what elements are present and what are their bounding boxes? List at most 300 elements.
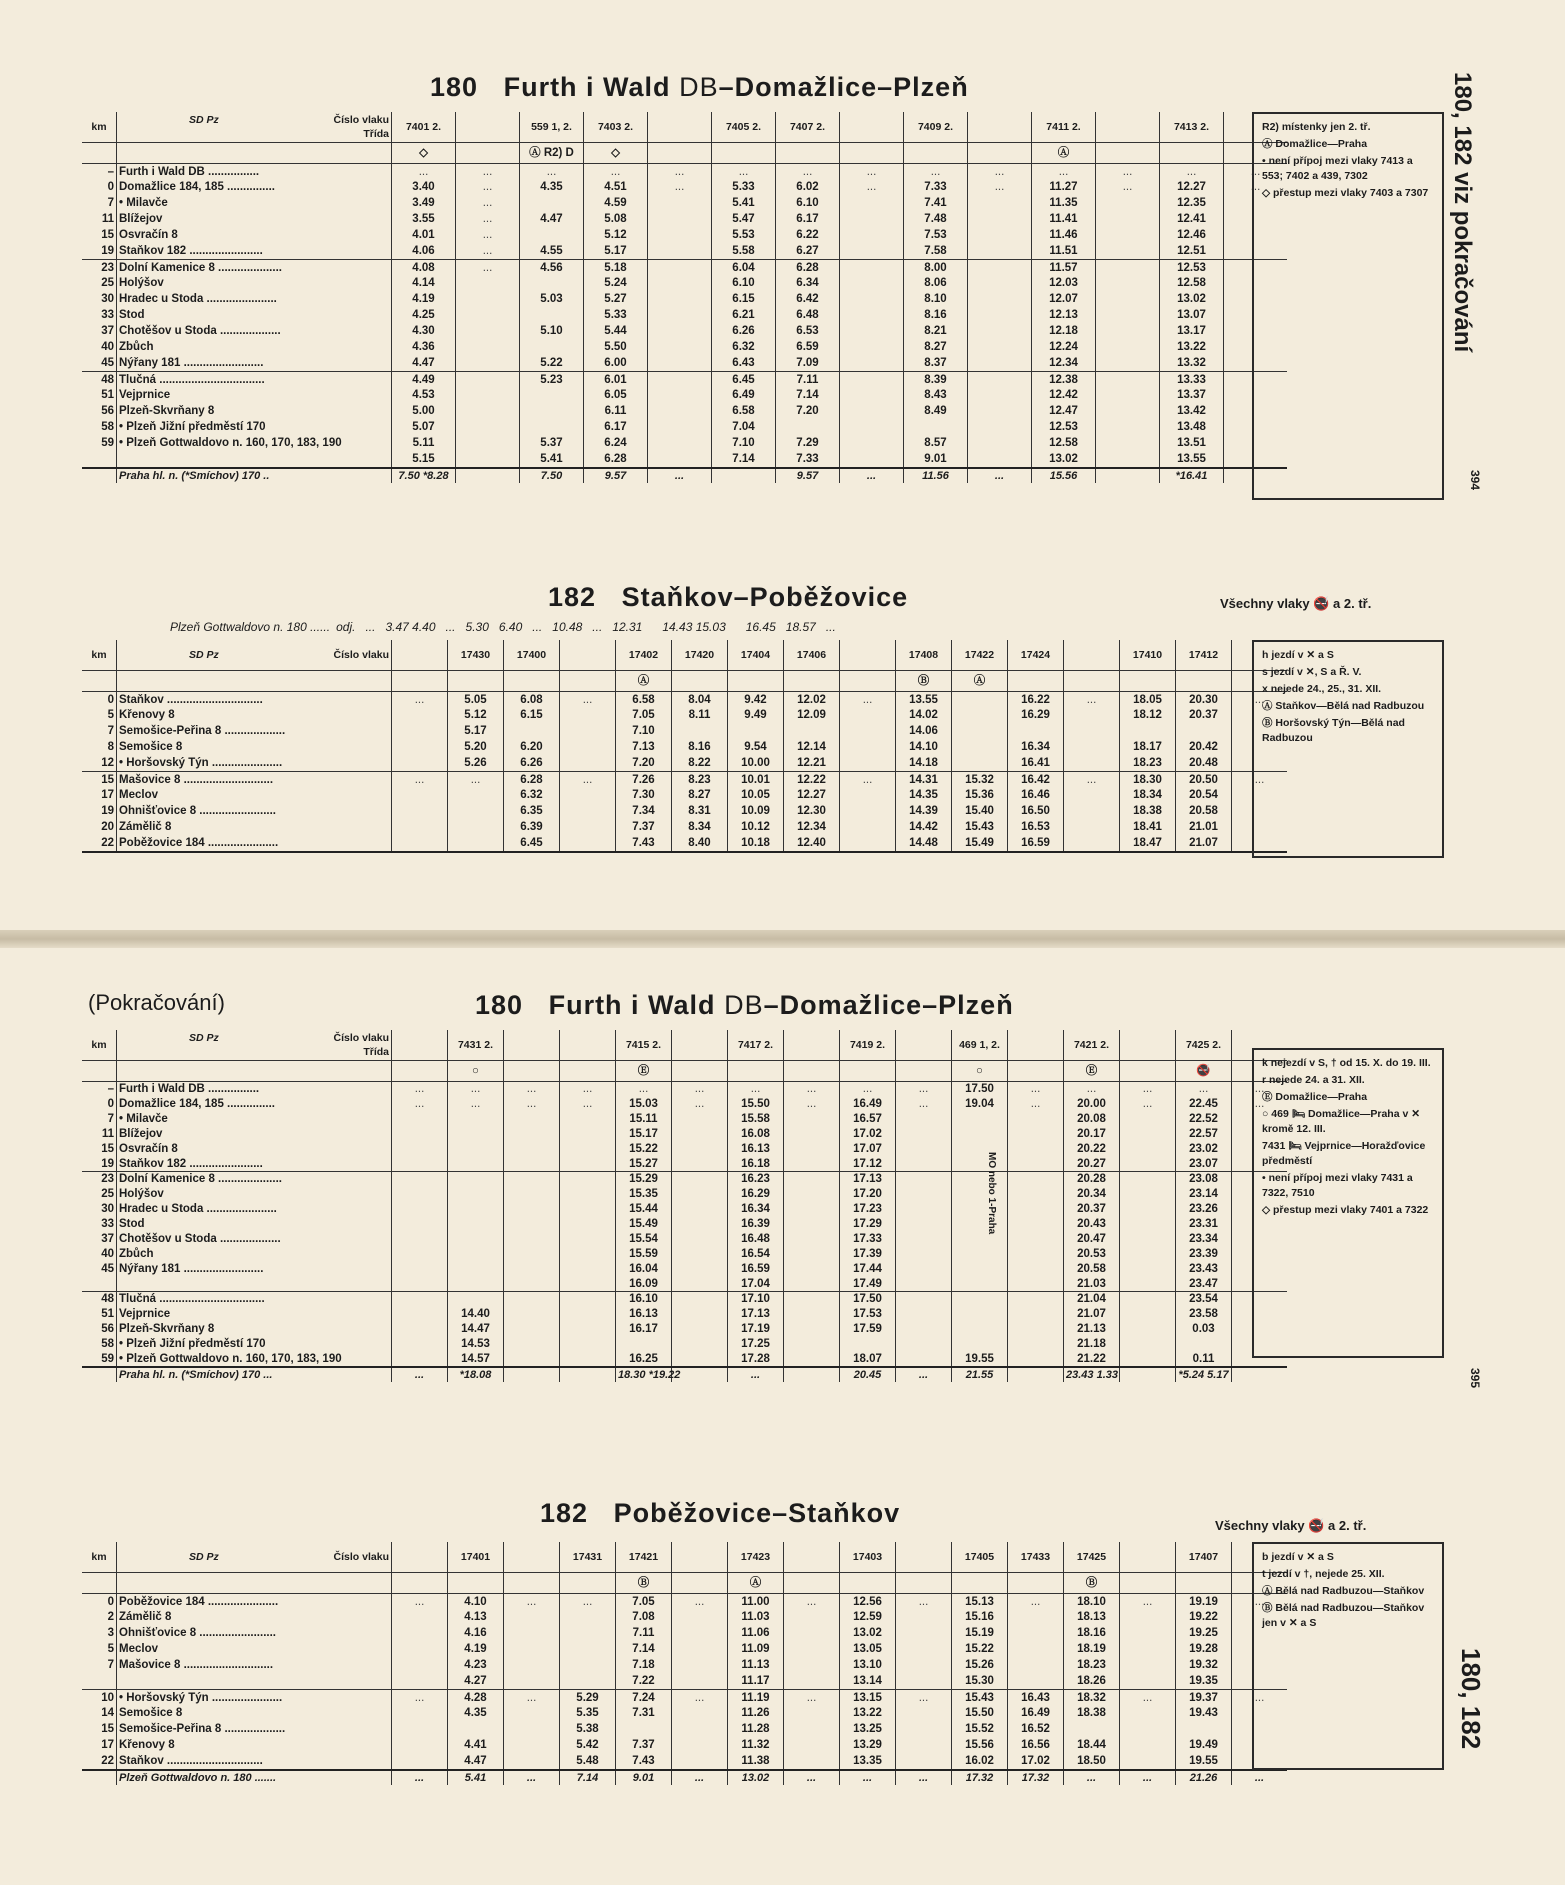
time-cell: 4.51 — [584, 180, 648, 196]
time-cell: 20.00 — [1064, 1097, 1120, 1112]
km-cell — [82, 143, 117, 164]
footnote: Ⓐ Staňkov—Bělá nad Radbuzou — [1262, 700, 1425, 712]
table-row — [82, 164, 1287, 180]
time-cell: 11.09 — [728, 1642, 784, 1658]
time-cell — [896, 1172, 952, 1187]
time-cell: ... — [1232, 692, 1288, 708]
time-cell: 17.19 — [728, 1322, 784, 1337]
time-cell: 4.10 — [448, 1594, 504, 1610]
time-cell — [840, 244, 904, 260]
time-cell — [392, 836, 448, 852]
time-cell — [896, 1322, 952, 1337]
time-cell: ... — [840, 164, 904, 180]
time-cell: ... — [504, 1097, 560, 1112]
time-cell — [840, 756, 896, 772]
station-name: Domažlice 184, 185 ............... — [117, 1097, 392, 1112]
time-cell: 20.28 — [1064, 1172, 1120, 1187]
time-cell — [896, 1292, 952, 1307]
table-row — [82, 740, 1287, 756]
time-cell: 8.27 — [672, 788, 728, 804]
km-cell: 0 — [107, 1595, 114, 1608]
time-cell: 11.35 — [1032, 196, 1096, 212]
km-cell: 14 — [101, 1707, 114, 1720]
table-row — [82, 260, 1287, 276]
time-cell — [840, 324, 904, 340]
time-cell — [520, 196, 584, 212]
table-row — [82, 1097, 1287, 1112]
time-cell — [504, 1202, 560, 1217]
train-number: 469 1, 2. — [952, 1030, 1008, 1061]
class-label: Třída — [363, 128, 389, 140]
time-cell — [392, 804, 448, 820]
time-cell — [648, 372, 712, 388]
bottom-page — [0, 948, 1565, 1885]
time-cell — [896, 1658, 952, 1674]
time-cell: 6.32 — [712, 340, 776, 356]
table-row — [82, 836, 1287, 852]
time-cell — [1096, 356, 1160, 372]
connection-time: 12.31 — [612, 620, 643, 634]
train-symbol — [904, 143, 968, 164]
train-number — [784, 1030, 840, 1061]
time-cell: 11.38 — [728, 1754, 784, 1770]
time-cell — [1064, 708, 1120, 724]
station-name: Dolní Kamenice 8 .................... — [117, 260, 392, 276]
km-cell: 40 — [101, 341, 114, 354]
time-cell: 4.19 — [392, 292, 456, 308]
time-cell: 12.40 — [784, 836, 840, 852]
time-cell — [840, 788, 896, 804]
time-cell: 13.48 — [1160, 420, 1224, 436]
header-row — [82, 112, 1287, 143]
time-cell — [1120, 1322, 1176, 1337]
time-cell — [392, 1142, 448, 1157]
km-cell: 12 — [101, 757, 114, 770]
time-cell — [784, 1172, 840, 1187]
km-cell: 23 — [82, 1172, 117, 1187]
train-symbol — [896, 1573, 952, 1594]
time-cell — [896, 1202, 952, 1217]
km-cell: 15 — [82, 772, 117, 788]
time-cell: 7.29 — [776, 436, 840, 452]
time-cell: ... — [616, 1082, 672, 1097]
train-number-label: Číslo vlaku — [333, 648, 389, 661]
time-cell: 20.17 — [1064, 1127, 1120, 1142]
train-symbol — [728, 1061, 784, 1082]
time-cell — [504, 1322, 560, 1337]
time-cell: 5.48 — [560, 1754, 616, 1770]
time-cell: ... — [448, 1097, 504, 1112]
time-cell: 4.59 — [584, 196, 648, 212]
time-cell: ... — [392, 164, 456, 180]
time-cell — [616, 1722, 672, 1738]
connection-time: 6.40 — [498, 620, 523, 634]
train-number: 17410 — [1120, 640, 1176, 671]
time-cell: ... — [456, 212, 520, 228]
time-cell: 19.25 — [1176, 1626, 1232, 1642]
time-cell: 6.04 — [712, 260, 776, 276]
time-cell: 12.53 — [1160, 260, 1224, 276]
time-cell: 13.22 — [1160, 340, 1224, 356]
km-cell: 7 — [107, 1112, 114, 1125]
footer-time: *18.08 — [448, 1367, 504, 1382]
book-fold — [0, 930, 1565, 948]
time-cell: 7.31 — [616, 1706, 672, 1722]
table-row — [82, 1594, 1287, 1610]
time-cell: 6.28 — [504, 772, 560, 788]
timetable-182b-grid — [82, 1542, 1287, 1785]
time-cell: 5.11 — [392, 436, 456, 452]
time-cell: ... — [1120, 1690, 1176, 1706]
time-cell: 13.07 — [1160, 308, 1224, 324]
footnote: Ⓐ Domažlice—Praha — [1262, 138, 1368, 150]
time-cell: 23.08 — [1176, 1172, 1232, 1187]
footnote: 7431 🛏 Vejprnice—Horažďovice předměstí — [1262, 1140, 1426, 1167]
train-number: 17405 — [952, 1542, 1008, 1573]
time-cell — [672, 1292, 728, 1307]
time-cell — [952, 1277, 1008, 1292]
time-cell — [392, 1754, 448, 1770]
train-number: 7407 2. — [776, 112, 840, 143]
table-row — [82, 436, 1287, 452]
time-cell: 5.29 — [560, 1690, 616, 1706]
train-symbol — [784, 1573, 840, 1594]
footer-time: 21.55 — [952, 1367, 1008, 1382]
time-cell — [1120, 1706, 1176, 1722]
footnote: R2) místenky jen 2. tř. — [1262, 121, 1371, 133]
time-cell: 15.22 — [616, 1142, 672, 1157]
title: Poběžovice–Staňkov — [613, 1498, 901, 1528]
time-cell: 12.27 — [784, 788, 840, 804]
timetable-182a-title — [548, 582, 908, 613]
time-cell: 5.12 — [448, 708, 504, 724]
time-cell — [504, 1674, 560, 1690]
time-cell: ... — [456, 260, 520, 276]
footer-time: ... — [784, 1770, 840, 1785]
time-cell — [968, 372, 1032, 388]
station-name: Plzeň-Skvrňany 8 — [117, 1322, 392, 1337]
station-header — [117, 1030, 392, 1061]
time-cell — [456, 276, 520, 292]
time-cell — [952, 1172, 1008, 1187]
time-cell: 6.17 — [584, 420, 648, 436]
time-cell — [896, 1187, 952, 1202]
sdpz-label: SD Pz — [189, 1031, 219, 1044]
time-cell: ... — [784, 1097, 840, 1112]
time-cell — [1008, 1217, 1064, 1232]
table-row — [82, 1754, 1287, 1770]
time-cell: 5.38 — [560, 1722, 616, 1738]
time-cell — [952, 1217, 1008, 1232]
time-cell: 7.13 — [616, 740, 672, 756]
station-name: Osvračín 8 — [117, 228, 392, 244]
time-cell — [392, 1187, 448, 1202]
sdpz-label: SD Pz — [189, 1550, 219, 1563]
time-cell — [504, 1626, 560, 1642]
time-cell: 5.35 — [560, 1706, 616, 1722]
time-cell — [392, 1626, 448, 1642]
time-cell — [672, 1610, 728, 1626]
time-cell: 12.46 — [1160, 228, 1224, 244]
time-cell — [648, 404, 712, 420]
station-name: • Milavče — [117, 1112, 392, 1127]
time-cell: 4.08 — [392, 260, 456, 276]
station-name: Hradec u Stoda ...................... — [117, 1202, 392, 1217]
station-name: Staňkov 182 ....................... — [117, 1157, 392, 1172]
time-cell — [896, 1626, 952, 1642]
footnote: Ⓑ Bělá nad Radbuzou—Staňkov jen v ✕ a S — [1262, 1602, 1425, 1629]
time-cell: ... — [784, 1082, 840, 1097]
time-cell — [448, 1277, 504, 1292]
time-cell — [504, 1610, 560, 1626]
time-cell — [448, 1247, 504, 1262]
time-cell — [392, 1674, 448, 1690]
time-cell — [1008, 724, 1064, 740]
header-row — [82, 1542, 1287, 1573]
time-cell: 21.22 — [1064, 1352, 1120, 1367]
time-cell — [896, 1738, 952, 1754]
table-row — [82, 356, 1287, 372]
time-cell: 23.58 — [1176, 1307, 1232, 1322]
time-cell — [840, 1337, 896, 1352]
km-cell — [82, 1770, 117, 1785]
time-cell: 15.11 — [616, 1112, 672, 1127]
time-cell: 13.37 — [1160, 388, 1224, 404]
time-cell: 5.47 — [712, 212, 776, 228]
footer-time: ... — [504, 1770, 560, 1785]
train-number — [1064, 640, 1120, 671]
train-symbol — [672, 671, 728, 692]
time-cell — [560, 1187, 616, 1202]
time-cell — [1120, 1738, 1176, 1754]
time-cell: 7.14 — [712, 452, 776, 468]
time-cell — [392, 1202, 448, 1217]
time-cell: 16.54 — [728, 1247, 784, 1262]
train-symbol: ○ — [952, 1061, 1008, 1082]
time-cell — [840, 404, 904, 420]
time-cell: 16.42 — [1008, 772, 1064, 788]
time-cell — [968, 436, 1032, 452]
time-cell — [968, 228, 1032, 244]
time-cell — [952, 1262, 1008, 1277]
time-cell — [448, 836, 504, 852]
time-cell: 17.28 — [728, 1352, 784, 1367]
time-cell: 14.48 — [896, 836, 952, 852]
station-name: Staňkov .............................. — [117, 692, 392, 708]
km-cell: 45 — [101, 357, 114, 370]
time-cell — [784, 1610, 840, 1626]
time-cell: 8.10 — [904, 292, 968, 308]
time-cell: 11.46 — [1032, 228, 1096, 244]
time-cell — [1008, 1172, 1064, 1187]
table-row — [82, 180, 1287, 196]
time-cell — [392, 724, 448, 740]
time-cell — [1096, 388, 1160, 404]
time-cell: 16.46 — [1008, 788, 1064, 804]
time-cell: 6.39 — [504, 820, 560, 836]
time-cell: 14.35 — [896, 788, 952, 804]
time-cell: 13.55 — [1160, 452, 1224, 468]
time-cell: 10.00 — [728, 756, 784, 772]
time-cell — [456, 404, 520, 420]
time-cell: ... — [560, 1082, 616, 1097]
time-cell — [784, 1626, 840, 1642]
station-name: Mašovice 8 ............................ — [117, 772, 392, 788]
train-number — [560, 1030, 616, 1061]
page-number: 395 — [1468, 1368, 1482, 1389]
time-cell — [1096, 276, 1160, 292]
km-cell — [82, 1573, 117, 1594]
time-cell — [1120, 1277, 1176, 1292]
time-cell: 5.33 — [712, 180, 776, 196]
train-symbol — [896, 1061, 952, 1082]
time-cell — [968, 420, 1032, 436]
time-cell — [728, 724, 784, 740]
time-cell: 6.58 — [712, 404, 776, 420]
time-cell — [1120, 1674, 1176, 1690]
time-cell: 4.06 — [392, 244, 456, 260]
time-cell — [1120, 1202, 1176, 1217]
time-cell — [784, 1277, 840, 1292]
time-cell — [560, 1674, 616, 1690]
time-cell: 18.23 — [1064, 1658, 1120, 1674]
time-cell: 7.33 — [904, 180, 968, 196]
time-cell: 6.21 — [712, 308, 776, 324]
time-cell — [1120, 1352, 1176, 1367]
station-name: Blížejov — [117, 212, 392, 228]
time-cell: 14.47 — [448, 1322, 504, 1337]
train-symbol — [840, 671, 896, 692]
time-cell: 17.44 — [840, 1262, 896, 1277]
time-cell: 6.17 — [776, 212, 840, 228]
time-cell: 17.13 — [840, 1172, 896, 1187]
time-cell: 20.58 — [1176, 804, 1232, 820]
time-cell: 10.05 — [728, 788, 784, 804]
time-cell: 14.18 — [896, 756, 952, 772]
time-cell — [896, 1352, 952, 1367]
time-cell — [896, 1706, 952, 1722]
time-cell: 5.17 — [584, 244, 648, 260]
footer-time: 21.26 — [1176, 1770, 1232, 1785]
time-cell: 13.22 — [840, 1706, 896, 1722]
time-cell: 13.17 — [1160, 324, 1224, 340]
time-cell — [392, 1722, 448, 1738]
sdpz-label: SD Pz — [189, 648, 219, 661]
time-cell — [456, 372, 520, 388]
time-cell: 15.13 — [952, 1594, 1008, 1610]
time-cell: 6.59 — [776, 340, 840, 356]
time-cell — [616, 1337, 672, 1352]
time-cell: 4.30 — [392, 324, 456, 340]
station-name — [117, 1277, 392, 1292]
table-number: 180 — [475, 990, 524, 1020]
time-cell — [896, 1610, 952, 1626]
time-cell: 15.43 — [952, 1690, 1008, 1706]
header-row — [82, 1030, 1287, 1061]
time-cell: 13.14 — [840, 1674, 896, 1690]
train-symbol — [1008, 671, 1064, 692]
time-cell — [1064, 756, 1120, 772]
station-name: Semošice 8 — [117, 740, 392, 756]
time-cell: 19.43 — [1176, 1706, 1232, 1722]
train-symbol: Ⓑ — [616, 1573, 672, 1594]
train-symbol — [560, 671, 616, 692]
table-row — [82, 724, 1287, 740]
time-cell: 5.24 — [584, 276, 648, 292]
time-cell — [784, 1706, 840, 1722]
time-cell — [672, 1754, 728, 1770]
station-cell — [117, 1573, 392, 1594]
time-cell: ... — [1120, 1082, 1176, 1097]
time-cell: 5.18 — [584, 260, 648, 276]
time-cell: ... — [896, 1082, 952, 1097]
time-cell: 8.16 — [672, 740, 728, 756]
time-cell: 10.01 — [728, 772, 784, 788]
table-row — [82, 772, 1287, 788]
table-row — [82, 1674, 1287, 1690]
time-cell — [1120, 1262, 1176, 1277]
time-cell: ... — [584, 164, 648, 180]
symbol-row — [82, 1061, 1287, 1082]
time-cell: 4.28 — [448, 1690, 504, 1706]
table-row — [82, 820, 1287, 836]
station-name: Stod — [117, 308, 392, 324]
time-cell: 13.32 — [1160, 356, 1224, 372]
km-cell: – — [107, 165, 114, 178]
time-cell — [952, 1112, 1008, 1127]
train-number — [672, 1542, 728, 1573]
time-cell — [952, 1247, 1008, 1262]
station-name: Nýřany 181 ......................... — [117, 1262, 392, 1277]
time-cell — [392, 1610, 448, 1626]
km-cell: 19 — [101, 1157, 114, 1170]
footer-time: 9.57 — [584, 468, 648, 483]
time-cell — [456, 340, 520, 356]
time-cell — [1096, 260, 1160, 276]
time-cell: 15.50 — [728, 1097, 784, 1112]
time-cell — [840, 196, 904, 212]
time-cell — [840, 708, 896, 724]
footer-time: 7.14 — [560, 1770, 616, 1785]
time-cell — [560, 1610, 616, 1626]
title-db: DB — [679, 72, 719, 102]
time-cell: 16.53 — [1008, 820, 1064, 836]
station-name: Poběžovice 184 ...................... — [117, 836, 392, 852]
time-cell: 12.24 — [1032, 340, 1096, 356]
time-cell: 14.02 — [896, 708, 952, 724]
title-part-a: Furth i Wald — [548, 990, 716, 1020]
time-cell — [1008, 1658, 1064, 1674]
footer-station: Praha hl. n. (*Smíchov) 170 ... — [117, 1367, 392, 1382]
time-cell: 7.37 — [616, 1738, 672, 1754]
time-cell: 7.43 — [616, 1754, 672, 1770]
time-cell: 7.22 — [616, 1674, 672, 1690]
symbol-row — [82, 1573, 1287, 1594]
time-cell — [1064, 1722, 1120, 1738]
km-cell: 56 — [101, 1322, 114, 1335]
time-cell — [672, 1352, 728, 1367]
side-label: 180, 182 — [1456, 1648, 1486, 1750]
train-symbol — [1120, 1061, 1176, 1082]
time-cell: ... — [728, 1082, 784, 1097]
train-number: 17402 — [616, 640, 672, 671]
time-cell — [504, 1112, 560, 1127]
time-cell: ... — [896, 1690, 952, 1706]
time-cell: 14.31 — [896, 772, 952, 788]
time-cell: ... — [968, 164, 1032, 180]
station-name: Ohnišťovice 8 ........................ — [117, 804, 392, 820]
train-number: 17433 — [1008, 1542, 1064, 1573]
